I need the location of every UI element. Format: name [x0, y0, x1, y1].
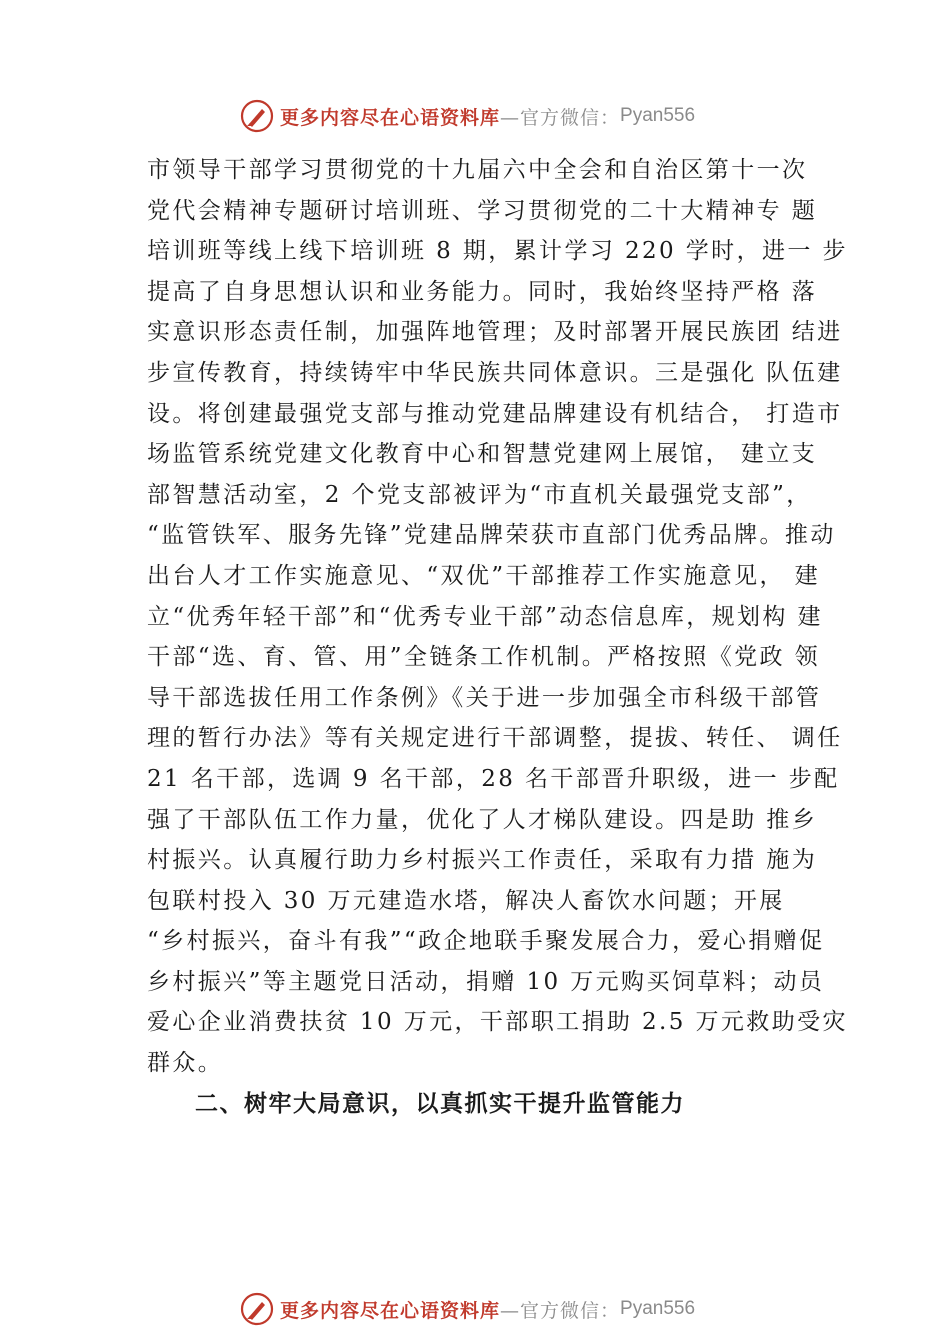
body-line: 干部“选、育、管、用”全链条工作机制。严格按照《党政 领 — [147, 644, 821, 671]
header-banner — [240, 96, 695, 136]
body-line: “乡村振兴，奋斗有我”“政企地联手聚发展合力，爱心捐赠促 — [147, 928, 825, 955]
footer-banner — [240, 1289, 695, 1329]
banner-title: 更多内容尽在心语资料库 — [280, 1299, 501, 1322]
body-line: 村振兴。认真履行助力乡村振兴工作责任，采取有力措 施为 — [147, 847, 818, 874]
body-line: 爱心企业消费扶贫 10 万元，干部职工捐助 2.5 万元救助受灾 — [147, 1009, 848, 1036]
banner-separator: —官方微信： — [500, 1299, 621, 1322]
body-line: 党代会精神专题研讨培训班、学习贯彻党的二十大精神专 题 — [147, 197, 818, 224]
body-paragraph — [147, 150, 848, 1084]
body-line: 乡村振兴”等主题党日活动，捐赠 10 万元购买饲草料；动员 — [147, 968, 825, 995]
body-line: 导干部选拔任用工作条例》《关于进一步加强全市科级干部管 — [147, 684, 822, 711]
body-line: 步宣传教育，持续铸牢中华民族共同体意识。三是强化 队伍建 — [147, 359, 843, 386]
body-line: 提高了自身思想认识和业务能力。同时，我始终坚持严格 落 — [147, 278, 818, 305]
body-line: 场监管系统党建文化教育中心和智慧党建网上展馆， 建立支 — [147, 441, 818, 468]
body-line: 群众。 — [147, 1050, 224, 1077]
body-line: 培训班等线上线下培训班 8 期，累计学习 220 学时，进一 步 — [147, 238, 848, 265]
section-heading: 二、树牢大局意识，以真抓实干提升监管能力 — [195, 1091, 685, 1117]
body-line: “监管铁军、服务先锋”党建品牌荣获市直部门优秀品牌。推动 — [147, 522, 836, 549]
banner-separator: —官方微信： — [500, 106, 621, 129]
body-line: 理的暂行办法》等有关规定进行干部调整，提拔、转任、 调任 — [147, 725, 843, 752]
banner-title: 更多内容尽在心语资料库 — [280, 106, 501, 129]
body-line: 立“优秀年轻干部”和“优秀专业干部”动态信息库，规划构 建 — [147, 603, 823, 630]
body-line: 设。将创建最强党支部与推动党建品牌建设有机结合， 打造市 — [147, 400, 843, 427]
body-line: 市领导干部学习贯彻党的十九届六中全会和自治区第十一次 — [147, 157, 808, 183]
pen-logo-icon — [240, 99, 274, 133]
body-line: 实意识形态责任制，加强阵地管理；及时部署开展民族团 结进 — [147, 319, 843, 346]
wechat-id: Pyan556 — [620, 1298, 696, 1319]
body-line: 21 名干部，选调 9 名干部，28 名干部晋升职级，进一 步配 — [147, 765, 840, 792]
body-line: 出台人才工作实施意见、“双优”干部推荐工作实施意见， 建 — [147, 562, 821, 589]
body-line: 强了干部队伍工作力量，优化了人才梯队建设。四是助 推乡 — [147, 806, 818, 833]
body-line: 包联村投入 30 万元建造水塔，解决人畜饮水问题；开展 — [147, 887, 785, 914]
pen-logo-icon — [240, 1292, 274, 1326]
wechat-id: Pyan556 — [620, 105, 696, 126]
body-line: 部智慧活动室，2 个党支部被评为“市直机关最强党支部”， — [147, 481, 812, 508]
